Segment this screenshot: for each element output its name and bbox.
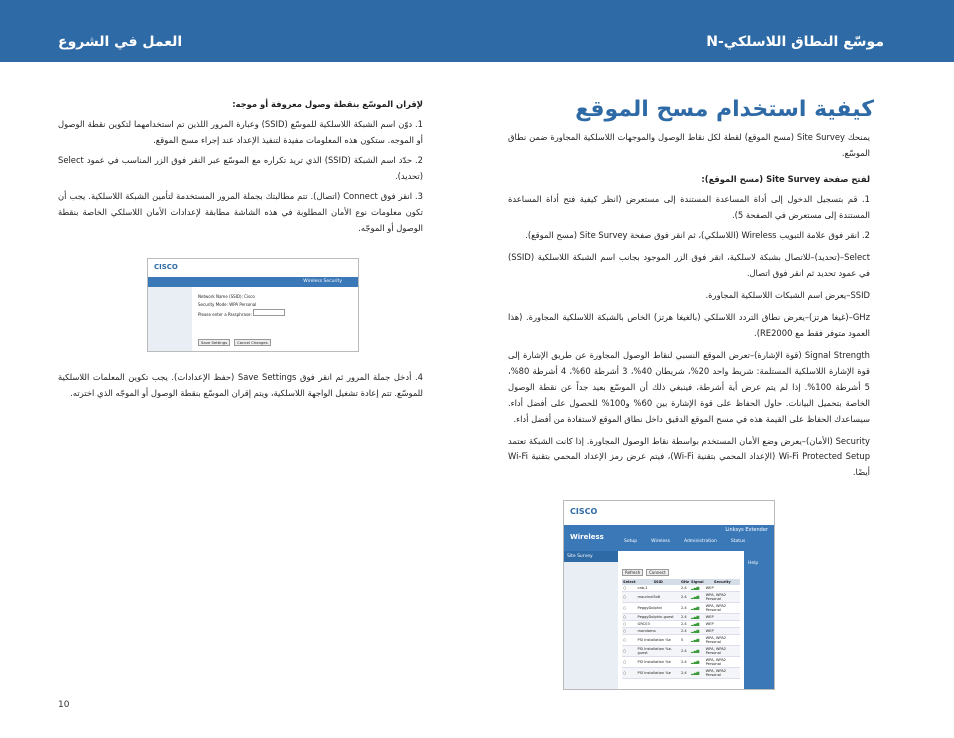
table-row[interactable] [622,592,740,603]
small-shot-top [148,259,358,277]
left-step-4: 4. أدخل جملة المرور ثم انقر فوق Save Settings (حفظ الإعدادات). يجب تكوين المعلمات اللاسلكية للموسّع. تتم إعادة تشغيل الواجهة اللاسلكية، ويتم إقران الموسّع بنقطة الوصول أو الموجّه الذي اخترته. [58,372,423,398]
select-radio[interactable]: ○ [622,628,637,635]
select-radio[interactable]: ○ [622,635,637,646]
cancel-changes-button[interactable]: Cancel Changes [234,339,271,346]
cell-sec: WPA, WPA2 Personal [705,592,740,603]
save-settings-button[interactable]: Save Settings [198,339,230,346]
cell-sec: WPA, WPA2 Personal [705,668,740,679]
shot-top [564,501,774,525]
security-description: Security (الأمان)–يعرض وضع الأمان المستخدم بواسطة نقاط الوصول المجاورة. إذا كانت الشبكة تعتمد Wi-Fi Protected Setup (الإعداد المحمي بتقنية Wi-Fi)، فيتم عرض رمز الإعداد المحمي بتقنية Wi-Fi أيضًا. [508,435,871,478]
left-heading: لإقران الموسّع بنقطة وصول معروفة أو موجه: [232,99,423,109]
signal-bars-icon: ▂▄▆ [690,614,705,621]
small-cisco-logo: CISCO [154,263,178,271]
cell-sec: WPA, WPA2 Personal [705,603,740,614]
shot-buttons [622,569,669,576]
select-radio[interactable]: ○ [622,657,637,668]
col-ghz: GHz [680,580,690,584]
ghz-description: GHz–(غيغا هرتز)–يعرض نطاق التردد اللاسلكي (بالغيغا هرتز) الخاص بالشبكة اللاسلكية المجاورة. (هذا العمود متوفر فقط مع RE2000). [508,311,870,338]
signal-bars-icon: ▂▄▆ [690,585,705,592]
cell-sec: WEP [705,621,740,628]
signal-bars-icon: ▂▄▆ [690,592,705,603]
shot-tab[interactable]: Wireless [651,539,670,544]
shot-side-item[interactable]: Site Survey [564,551,618,562]
signal-bars-icon: ▂▄▆ [690,657,705,668]
shot-help-panel [744,551,774,689]
table-row[interactable] [622,635,740,646]
small-shot-buttons [198,339,271,346]
cell-ssid: PSI Installation %e [637,657,680,668]
cell-ghz: 2.4 [680,646,690,657]
ssid-description: SSID–يعرض اسم الشبكات اللاسلكية المجاورة. [705,289,870,300]
select-radio[interactable]: ○ [622,621,637,628]
cisco-logo: CISCO [570,507,598,516]
site-survey-screenshot [563,500,775,690]
left-step-2: 2. حدّد اسم الشبكة (SSID) الذي تريد تكراره مع الموسّع عبر النقر فوق الزر المناسب في عمود Select (تحديد). [58,154,423,181]
cell-ssid: PeggyDolphin-guest [637,614,680,621]
small-shot-bar [148,277,358,287]
table-row[interactable] [622,668,740,679]
cell-ssid: PSI Installation %e [637,668,680,679]
col-security: Security [713,580,731,584]
signal-bars-icon: ▂▄▆ [690,646,705,657]
table-row[interactable] [622,621,740,628]
left-column [58,97,423,237]
left-column-2 [58,370,423,402]
signal-bars-icon: ▂▄▆ [690,621,705,628]
shot-tab[interactable]: Status [730,539,746,544]
cell-ssid: cab-1 [637,585,680,592]
shot-side [564,551,618,689]
cell-ssid: mondamo [637,628,680,635]
select-radio[interactable]: ○ [622,603,637,614]
shot-section: Wireless [570,533,604,541]
cell-ghz: 2.4 [680,621,690,628]
survey-body [622,585,740,679]
table-row[interactable] [622,603,740,614]
select-radio[interactable]: ○ [622,668,637,679]
form-row: Security Mode: WPA Personal [198,302,257,307]
cell-ssid: GRC03 [637,621,680,628]
shot-product: Linksys Extender [725,527,768,533]
cell-sec: WPA, WPA2 Personal [705,657,740,668]
cell-ghz: 2.4 [680,603,690,614]
header-bar [0,0,954,62]
left-step-1: 1. دوّن اسم الشبكة اللاسلكية للموسّع (SSID) وعبارة المرور اللذين تم استخدامهما لتكوين نقطة الوصول أو الموجه. ستكون هذه المعلومات مفيدة لتنفيذ الإعداد عند إجراء مسح الموقع. [58,118,423,145]
section-title: كيفية استخدام مسح الموقع [575,97,874,122]
select-description: Select–(تحديد)–للاتصال بشبكة لاسلكية، انقر فوق الزر الموجود بجانب اسم الشبكة اللاسلكية (SSID) في عمود تحديد ثم انقر فوق اتصال. [508,251,870,278]
table-row[interactable] [622,628,740,635]
signal-bars-icon: ▂▄▆ [690,628,705,635]
small-shot-tab: Wireless Security [303,279,342,284]
shot-tabs [624,539,745,544]
table-row[interactable] [622,614,740,621]
left-step-3: 3. انقر فوق Connect (اتصال). تتم مطالبتك بجملة المرور المستخدمة لتأمين الشبكة اللاسلكية. يجب أن تكون معلومات نوع الأمان المطلوبة في هذه الشاشة مطابقة لإعدادات الأمان اللاسلكي الخاصة بنقطة الوصول أو الموجّه. [58,190,423,233]
cell-ghz: 2.4 [680,592,690,603]
intro-text: يمنحك Site Survey (مسح الموقع) لقطة لكل نقاط الوصول والموجهات اللاسلكية المجاورة ضمن نطاق الموسّع. [508,132,871,158]
cell-ghz: 2.4 [680,668,690,679]
step-1: 1. قم بتسجيل الدخول إلى أداة المساعدة المستندة إلى مستعرض (انظر كيفية فتح أداة المساعدة المستندة إلى مستعرض في الصفحة 5). [508,193,870,220]
cell-ssid: PeggyDolphin [637,603,680,614]
refresh-button[interactable]: Refresh [622,569,643,576]
cell-ssid: PSI Installation %e [637,635,680,646]
open-heading: لفتح صفحة Site Survey (مسح الموقع): [701,173,870,184]
form-row: Network Name (SSID): Cisco [198,294,255,299]
shot-nav [564,525,774,551]
cell-sec: WEP [705,585,740,592]
select-radio[interactable]: ○ [622,646,637,657]
shot-tab[interactable]: Administration [683,539,717,544]
cell-ssid: maurinol5x8 [637,592,680,603]
passphrase-input[interactable] [253,309,285,316]
signal-bars-icon: ▂▄▆ [690,635,705,646]
cell-ghz: 2.4 [680,614,690,621]
page-number: 10 [58,700,70,710]
cell-sec: WEP [705,614,740,621]
cell-ghz: 5 [680,635,690,646]
col-ssid: SSID [653,580,663,584]
header-right-title: موسّع النطاق اللاسلكي-N [706,34,884,50]
right-column [508,130,870,481]
form-row: Please enter a Passphrase: [198,309,285,319]
cell-sec: WEP [705,628,740,635]
cell-ghz: 2.4 [680,585,690,592]
col-signal: Signal [691,580,704,584]
signal-description: Signal Strength (قوة الإشارة)–تعرض الموقع النسبي لنقاط الوصول المجاورة عن طريق الإشارة إلى قوة الإشارة اللاسلكية المستلمة: شريط واحد 20%، شريطان 40%، 3 أشرطة 60%، 4 أشرطة 80%، 5 أشرطة 100%. إذا لم يتم عرض أية أشرطة، فينبغي ذلك أن الموسّع بعيد جداً عن نقطة الوصول الخاصة بتحميل البيانات. حاول الحفاظ على قوة الإشارة بين 60% و100% للحصول على أفضل أداء. سيساعدك الحفاظ على القيمة هذه في مسح الموقع الدقيق داخل نطاق الموقع لاستفادة من أفضل أداء. [508,349,870,424]
col-select: Select [623,580,636,584]
signal-bars-icon: ▂▄▆ [690,603,705,614]
shot-tab[interactable]: Setup [624,539,638,544]
cell-ghz: 2.4 [680,628,690,635]
small-shot-side [148,287,192,351]
select-radio[interactable]: ○ [622,592,637,603]
cell-ghz: 2.4 [680,657,690,668]
shot-help: Help [748,561,759,566]
table-row[interactable] [622,646,740,657]
cell-ssid: PSI Installation %e-guest [637,646,680,657]
table-row[interactable] [622,657,740,668]
cell-sec: WPA, WPA2 Personal [705,635,740,646]
security-screenshot [147,258,359,352]
cell-sec: WPA, WPA2 Personal [705,646,740,657]
step-2: 2. انقر فوق علامة التبويب Wireless (اللاسلكي)، ثم انقر فوق صفحة Site Survey (مسح الموقع). [525,229,870,240]
header-left-title: العمل في الشروع [58,34,183,50]
small-shot-form [198,293,285,319]
signal-bars-icon: ▂▄▆ [690,668,705,679]
select-radio[interactable]: ○ [622,585,637,592]
connect-button[interactable]: Connect [646,569,669,576]
select-radio[interactable]: ○ [622,614,637,621]
survey-table [622,579,740,679]
